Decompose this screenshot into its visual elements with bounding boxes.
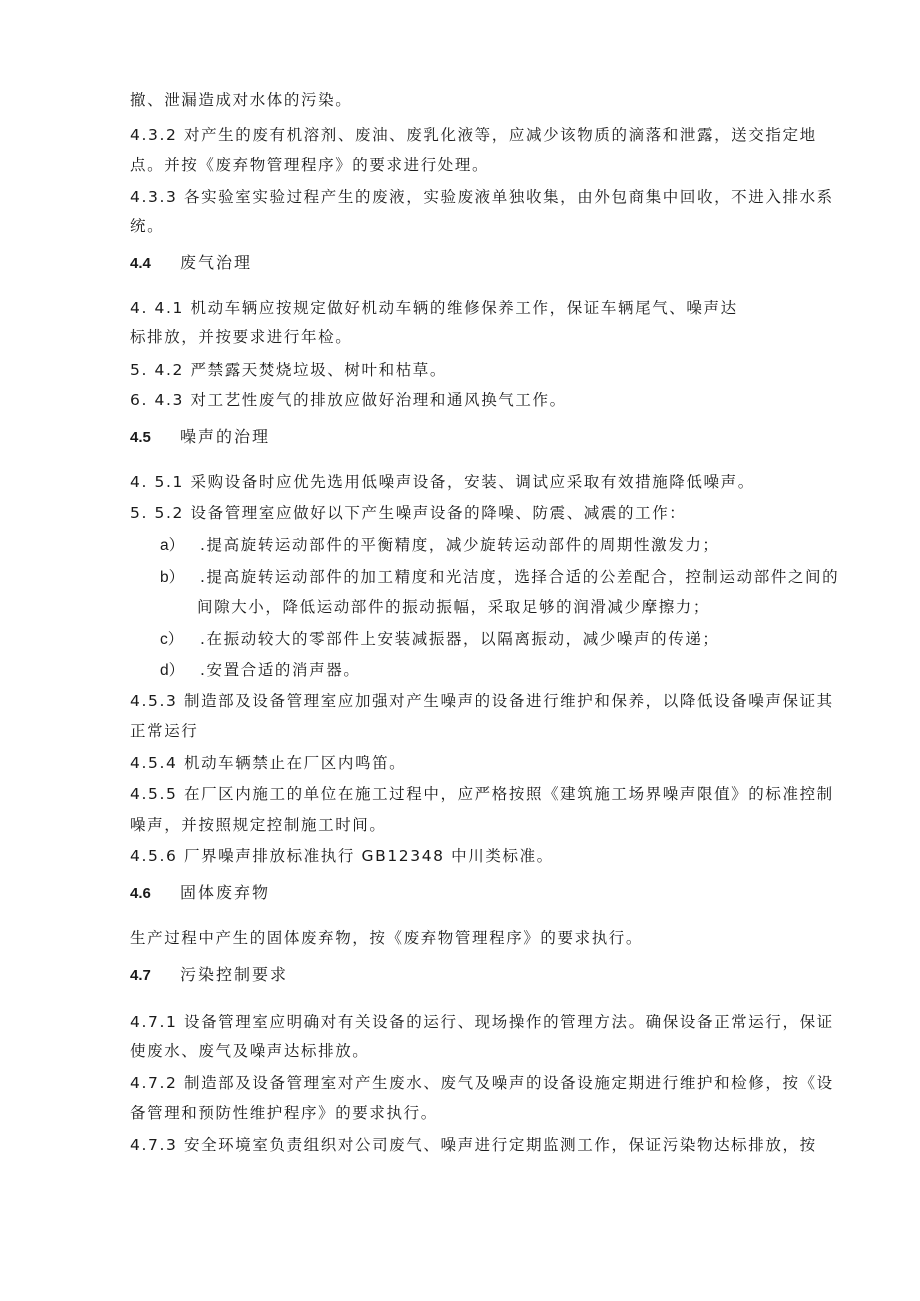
section-heading-4-4 [130,253,252,274]
heading-number: 4.7 [130,967,151,984]
list-item-b [160,567,839,588]
paragraph-line: 4.7.1 设备管理室应明确对有关设备的运行、现场操作的管理方法。确保设备正常运行，保证 [130,1013,834,1031]
list-item-label: d） [160,662,185,679]
paragraph-line: 4.7.2 制造部及设备管理室对产生废水、废气及噪声的设备设施定期进行维护和检修，按《设 [130,1074,834,1092]
heading-title: 废气治理 [180,253,253,272]
paragraph-line: 6. 4.3 对工艺性废气的排放应做好治理和通风换气工作。 [130,391,567,409]
paragraph-line: 4. 5.1 采购设备时应优先选用低噪声设备，安装、调试应采取有效措施降低噪声。 [130,473,755,491]
paragraph-line: 备管理和预防性维护程序》的要求执行。 [130,1104,438,1122]
paragraph-line: 4.5.5 在厂区内施工的单位在施工过程中，应严格按照《建筑施工场界噪声限值》的标准控制 [130,785,834,803]
heading-number: 4.4 [130,255,151,272]
heading-title: 污染控制要求 [180,965,289,984]
paragraph-line: 正常运行 [130,722,199,740]
list-item-d [160,660,360,681]
list-item-text: .提高旋转运动部件的平衡精度，减少旋转运动部件的周期性激发力； [200,536,720,554]
section-heading-4-6 [130,883,270,904]
paragraph-line: 统。 [130,217,165,235]
list-item-label: c） [160,631,184,648]
paragraph-line: 4.5.4 机动车辆禁止在厂区内鸣笛。 [130,754,407,772]
paragraph-line: 4.5.6 厂界噪声排放标准执行 GB12348 中川类标准。 [130,847,554,865]
paragraph-line: 4.7.3 安全环境室负责组织对公司废气、噪声进行定期监测工作，保证污染物达标排放，按 [130,1136,817,1154]
list-item-text: .在振动较大的零部件上安装减振器，以隔离振动，减少噪声的传递； [200,630,720,648]
list-item-label: a） [160,537,185,554]
paragraph-line: 4.3.3 各实验室实验过程产生的废液，实验废液单独收集，由外包商集中回收，不进入排水系 [130,188,834,206]
paragraph-line: 4.3.2 对产生的废有机溶剂、废油、废乳化液等，应减少该物质的滴落和泄露，送交指定地 [130,126,817,144]
paragraph-line: 点。并按《废弃物管理程序》的要求进行处理。 [130,156,490,174]
paragraph-line: 噪声，并按照规定控制施工时间。 [130,816,387,834]
list-item-a [160,535,720,556]
paragraph-line: 使废水、废气及噪声达标排放。 [130,1042,370,1060]
paragraph-line: 标排放，并按要求进行年检。 [130,328,353,346]
paragraph-line: 5. 5.2 设备管理室应做好以下产生噪声设备的降噪、防震、减震的工作： [130,504,687,522]
list-item-continuation: 间隙大小，降低运动部件的振动振幅，采取足够的润滑减少摩擦力； [197,598,711,616]
heading-number: 4.5 [130,429,151,446]
section-heading-4-7 [130,965,288,986]
paragraph-line: 5. 4.2 严禁露天焚烧垃圾、树叶和枯草。 [130,361,447,379]
paragraph-line: 生产过程中产生的固体废弃物，按《废弃物管理程序》的要求执行。 [130,929,644,947]
list-item-label: b） [160,569,185,586]
paragraph-line: 4.5.3 制造部及设备管理室应加强对产生噪声的设备进行维护和保养，以降低设备噪声保证其 [130,692,834,710]
paragraph-line: 撤、泄漏造成对水体的污染。 [130,91,353,109]
heading-number: 4.6 [130,885,151,902]
section-heading-4-5 [130,427,270,448]
list-item-text: .安置合适的消声器。 [200,661,361,679]
heading-title: 固体废弃物 [180,883,271,902]
paragraph-line: 4. 4.1 机动车辆应按规定做好机动车辆的维修保养工作，保证车辆尾气、噪声达 [130,299,738,317]
heading-title: 噪声的治理 [180,427,271,446]
list-item-text: .提高旋转运动部件的加工精度和光洁度，选择合适的公差配合，控制运动部件之间的 [200,568,840,586]
list-item-c [160,629,720,650]
